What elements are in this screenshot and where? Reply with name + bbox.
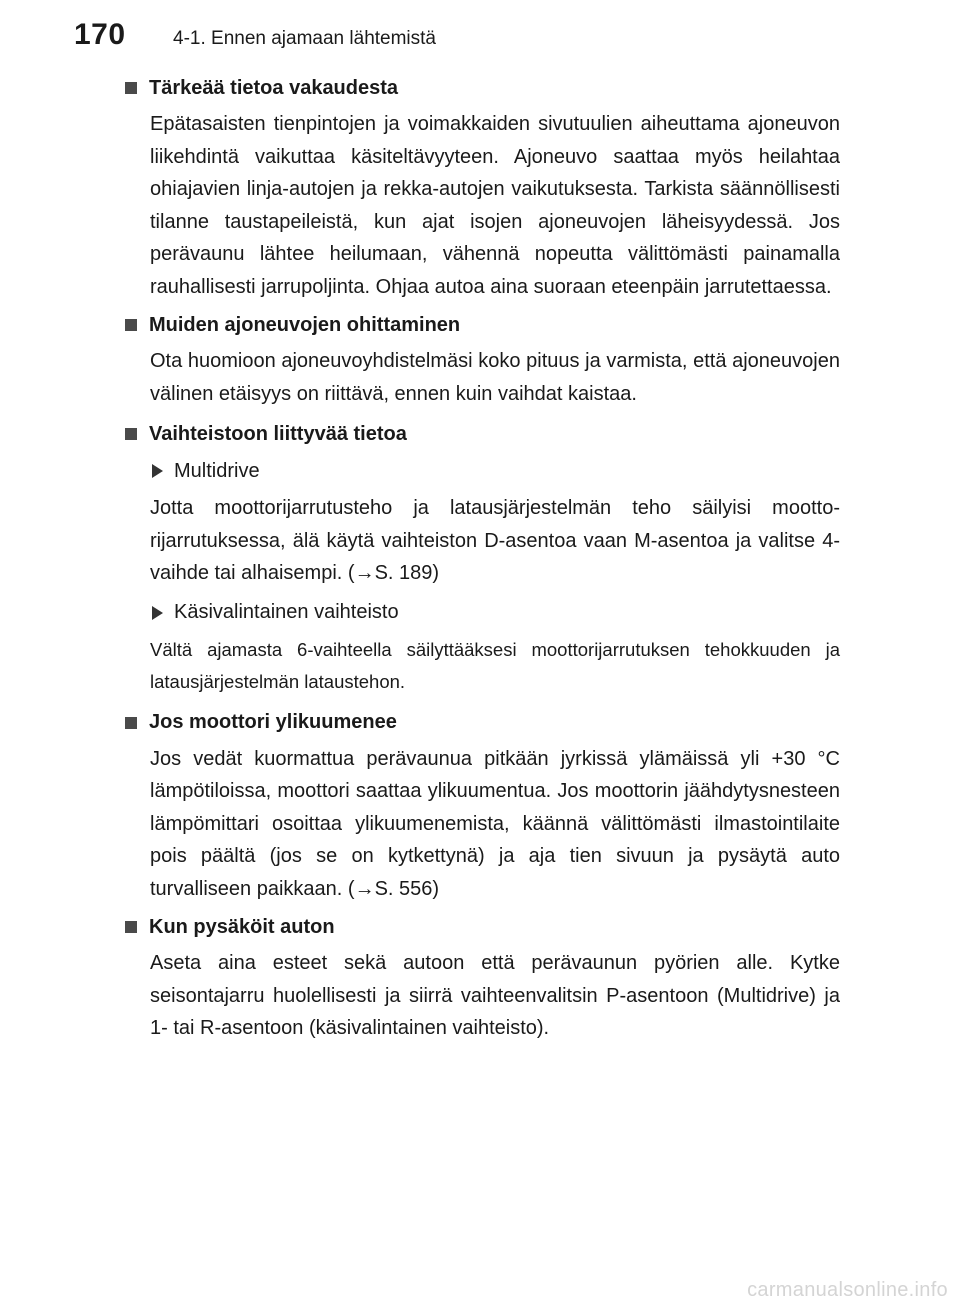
square-bullet-icon [125, 319, 137, 331]
section-heading-text: Tärkeää tietoa vakaudesta [149, 76, 399, 99]
watermark: carmanualsonline.info [747, 1279, 948, 1301]
section-text: Epätasaisten tienpintojen ja voimakkaiden sivutuulien aiheuttama ajoneuvon liikehdintä vaikuttaa käsiteltävyyteen. Ajoneuvo saattaa myös heilahtaa ohiajavien linja-autojen ja rekka-autojen vaikutuksesta. Tarkista säännöllisesti tilanne taustapeileistä, kun ajat isojen ajoneuvojen läheisyydessä. Jos perävaunu lähtee heilumaan, vähennä nopeutta välittömästi painamalla rauhallisesti jarrupoljinta. Ohjaa autoa aina suoraan eteenpäin jarrutettaessa. [150, 113, 840, 298]
section-text: Ota huomioon ajoneuvoyhdistelmäsi koko pituus ja varmista, että ajoneuvojen välinen etäisyys on riittävä, ennen kuin vaihdat kaistaa. [150, 350, 840, 405]
page-content [124, 74, 840, 1045]
square-bullet-icon [125, 82, 137, 94]
subsection-label: Käsivalintainen vaihteisto [174, 601, 399, 623]
subsection-label: Multidrive [174, 459, 260, 482]
page-reference-link[interactable]: →S. 189 [354, 562, 433, 584]
section-heading [124, 709, 840, 737]
subsection-heading [150, 598, 840, 628]
text-run: Jos vedät kuormattua perävaunua pitkään jyrkissä ylämäissä yli +30 °C lämpötiloissa, moottori saattaa ylikuumentua. Jos moottorin jäähdytysnesteen lämpömittari osoittaa ylikuumenemista, käännä välittömästi ilmastointilaite pois päältä (jos se on kytkettynä) ja aja tien sivuun ja pysäytä auto turvalliseen paikkaan. ( [150, 747, 840, 900]
section-text: Vältä ajamasta 6-vaihteella säilyttääksesi moottorijarrutuksen tehokkuuden ja latausjärjestelmän lataustehon. [150, 638, 840, 692]
triangle-bullet-icon [152, 464, 163, 478]
text-run: ) [432, 877, 440, 900]
section-heading [124, 311, 840, 339]
section-heading-text: Jos moottori ylikuumenee [149, 711, 397, 733]
section-text: Aseta aina esteet sekä autoon että perävaunun pyörien alle. Kytke seisontajarru huolellisesti ja siirrä vaihteenvalitsin P-asentoon (Multidrive) ja 1- tai R-asentoon (käsivalintainen vaihteisto). [150, 952, 840, 1039]
text-run: Jotta moottorijarrutusteho ja latausjärjestelmän teho säilyisi moottorijarrutuksessa, älä käytä vaihteiston D-asentoa vaan M-asentoa ja valitse 4-vaihde tai alhaisempi. ( [150, 497, 840, 584]
section-heading-text: Vaihteistoon liittyvää tietoa [149, 422, 407, 445]
square-bullet-icon [125, 921, 137, 933]
text-run: ) [432, 562, 440, 584]
page-number: 170 [74, 18, 126, 51]
section-text [150, 492, 840, 590]
section-heading [124, 74, 840, 102]
page-reference-link[interactable]: →S. 556 [354, 877, 433, 900]
subsection-heading [150, 456, 840, 486]
section-heading-text: Kun pysäköit auton [149, 915, 335, 938]
section-heading [124, 913, 840, 941]
section-heading [124, 420, 840, 448]
chapter-title: 4-1. Ennen ajamaan lähtemistä [173, 28, 436, 49]
section-text [150, 743, 840, 906]
triangle-bullet-icon [152, 606, 163, 620]
square-bullet-icon [125, 428, 137, 440]
section-heading-text: Muiden ajoneuvojen ohittaminen [149, 313, 461, 336]
square-bullet-icon [125, 717, 137, 729]
